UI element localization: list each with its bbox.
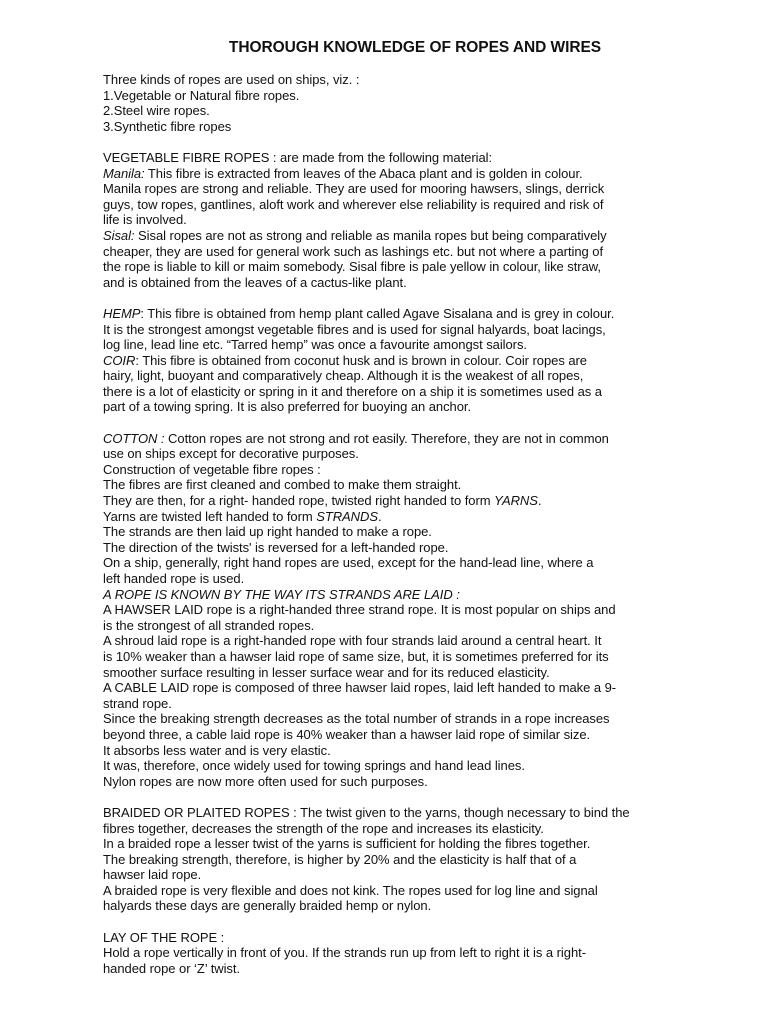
- paragraph-line: A CABLE LAID rope is composed of three hawser laid ropes, laid left handed to make a 9-: [103, 680, 617, 696]
- coir-text: : This fibre is obtained from coconut husk and is brown in colour. Coir ropes are: [135, 352, 587, 368]
- hemp-line: [103, 306, 715, 322]
- paragraph-line: halyards these days are generally braided hemp or nylon.: [103, 898, 432, 914]
- paragraph-line: Manila ropes are strong and reliable. They are used for mooring hawsers, slings, derrick: [103, 181, 605, 197]
- strands-period: .: [377, 508, 382, 524]
- coir-label: COIR: [103, 352, 136, 368]
- lay-section: [103, 930, 715, 977]
- strands-text: Yarns are twisted left handed to form: [103, 508, 317, 524]
- paragraph-line: A shroud laid rope is a right-handed rope with four strands laid around a central heart. It: [103, 633, 602, 649]
- paragraph-line: A HAWSER LAID rope is a right-handed three strand rope. It is most popular on ships and: [103, 602, 616, 618]
- hemp-label: HEMP: [103, 305, 141, 321]
- paragraph-line: Hold a rope vertically in front of you. If the strands run up from left to right it is a right-: [103, 945, 586, 961]
- paragraph-line: guys, tow ropes, gantlines, aloft work and wherever else reliability is required and risk of: [103, 196, 604, 212]
- yarns-line: [103, 493, 715, 509]
- coir-line: [103, 353, 715, 369]
- paragraph-line: The direction of the twists' is reversed for a left-handed rope.: [103, 539, 449, 555]
- paragraph-line: Since the breaking strength decreases as the total number of strands in a rope increases: [103, 711, 610, 727]
- paragraph-line: part of a towing spring. It is also preferred for buoying an anchor.: [103, 399, 472, 415]
- paragraph-line: The breaking strength, therefore, is higher by 20% and the elasticity is half that of a: [103, 851, 577, 867]
- sisal-line: [103, 228, 715, 244]
- paragraph-line: The strands are then laid up right handed to make a rope.: [103, 524, 432, 540]
- paragraph-line: use on ships except for decorative purposes.: [103, 446, 359, 462]
- paragraph-line: In a braided rope a lesser twist of the yarns is sufficient for holding the fibres together.: [103, 836, 591, 852]
- sisal-text: Sisal ropes are not as strong and reliable as manila ropes but being comparatively: [134, 227, 607, 243]
- paragraph-line: It was, therefore, once widely used for towing springs and hand lead lines.: [103, 758, 525, 774]
- yarns-period: .: [537, 493, 542, 509]
- construction-heading: Construction of vegetable fibre ropes :: [103, 461, 321, 477]
- hemp-text: : This fibre is obtained from hemp plant called Agave Sisalana and is grey in colour.: [140, 305, 615, 321]
- paragraph-line: On a ship, generally, right hand ropes are used, except for the hand-lead line, where a: [103, 555, 594, 571]
- strands-line: [103, 509, 715, 525]
- list-item: 1.Vegetable or Natural fibre ropes.: [103, 87, 300, 103]
- intro-section: [103, 72, 715, 134]
- list-item: 2.Steel wire ropes.: [103, 103, 210, 119]
- cotton-label: COTTON :: [103, 430, 165, 446]
- paragraph-line: It is the strongest amongst vegetable fibres and is used for signal halyards, boat lacings,: [103, 321, 606, 337]
- paragraph-line: left handed rope is used.: [103, 571, 245, 586]
- paragraph-line: A braided rope is very flexible and does not kink. The ropes used for log line and signal: [103, 882, 598, 898]
- document-page: [103, 38, 715, 976]
- vegetable-section: [103, 150, 715, 290]
- manila-text: This fibre is extracted from leaves of the Abaca plant and is golden in colour.: [144, 165, 583, 181]
- cotton-construction-section: [103, 431, 715, 790]
- hemp-coir-section: [103, 306, 715, 415]
- laid-heading: A ROPE IS KNOWN BY THE WAY ITS STRANDS ARE LAID :: [103, 586, 460, 602]
- sisal-label: Sisal:: [103, 227, 135, 243]
- paragraph-line: fibres together, decreases the strength of the rope and increases its elasticity.: [103, 820, 544, 836]
- vegetable-heading: VEGETABLE FIBRE ROPES : are made from the following material:: [103, 149, 493, 165]
- paragraph-line: log line, lead line etc. “Tarred hemp” was once a favourite amongst sailors.: [103, 337, 527, 353]
- lay-heading: LAY OF THE ROPE :: [103, 929, 225, 945]
- paragraph-line: hairy, light, buoyant and comparatively cheap. Although it is the weakest of all ropes,: [103, 368, 584, 384]
- paragraph-line: The fibres are first cleaned and combed to make them straight.: [103, 477, 462, 493]
- list-item: 3.Synthetic fibre ropes: [103, 118, 232, 134]
- intro-lead: Three kinds of ropes are used on ships, viz. :: [103, 72, 360, 87]
- paragraph-line: and is obtained from the leaves of a cactus-like plant.: [103, 274, 407, 290]
- paragraph-line: Nylon ropes are now more often used for such purposes.: [103, 773, 428, 789]
- paragraph-line: cheaper, they are used for general work such as lashings etc. but not where a parting of: [103, 243, 604, 259]
- paragraph-line: smoother surface resulting in lesser surface wear and for its reduced elasticity.: [103, 664, 550, 680]
- paragraph-line: is 10% weaker than a hawser laid rope of same size, but, it is sometimes preferred for its: [103, 648, 609, 664]
- cotton-line: [103, 431, 715, 447]
- yarns-term: YARNS: [494, 493, 538, 509]
- paragraph-line: handed rope or ‘Z’ twist.: [103, 960, 241, 976]
- manila-label: Manila:: [103, 165, 145, 181]
- manila-line: [103, 166, 715, 182]
- paragraph-line: the rope is liable to kill or maim somebody. Sisal fibre is pale yellow in colour, like straw,: [103, 259, 601, 275]
- paragraph-line: strand rope.: [103, 695, 172, 711]
- paragraph-line: hawser laid rope.: [103, 867, 202, 883]
- yarns-text: They are then, for a right- handed rope, twisted right handed to form: [103, 493, 495, 509]
- paragraph-line: It absorbs less water and is very elastic.: [103, 742, 331, 758]
- paragraph-line: BRAIDED OR PLAITED ROPES : The twist given to the yarns, though necessary to bind the: [103, 804, 630, 820]
- paragraph-line: life is involved.: [103, 212, 187, 228]
- braided-section: [103, 805, 715, 914]
- strands-term: STRANDS: [316, 508, 378, 524]
- paragraph-line: there is a lot of elasticity or spring in it and therefore on a ship it is sometimes used as a: [103, 383, 602, 399]
- paragraph-line: is the strongest of all stranded ropes.: [103, 617, 315, 633]
- paragraph-line: beyond three, a cable laid rope is 40% weaker than a hawser laid rope of similar size.: [103, 726, 591, 742]
- document-title: THOROUGH KNOWLEDGE OF ROPES AND WIRES: [228, 39, 602, 56]
- cotton-text: Cotton ropes are not strong and rot easily. Therefore, they are not in common: [164, 430, 609, 446]
